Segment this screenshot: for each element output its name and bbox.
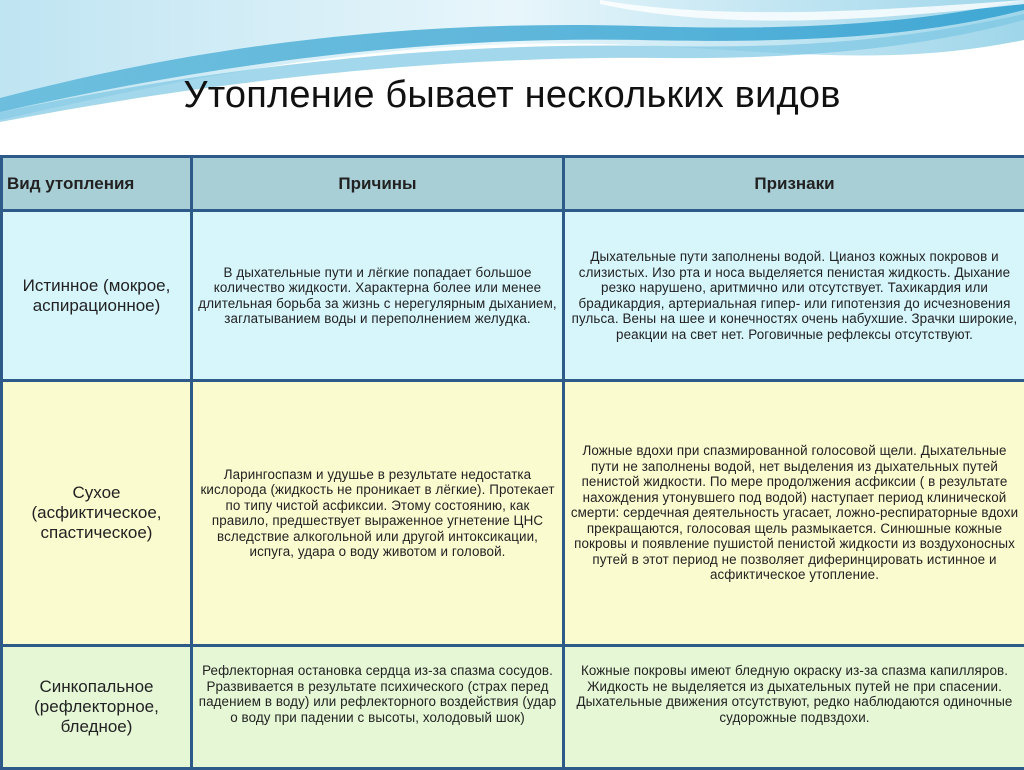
row-causes-text: Рефлекторная остановка сердца из-за спазма сосудов. Рразвивается в результате психического (страх перед падением в воду) или рефлекторного воздействия (удар о воду при падении с высоты, холодовый шок) [197, 663, 558, 725]
row-signs-cell [564, 211, 1024, 381]
row-type-text: Синкопальное (рефлекторное, бледное) [7, 677, 186, 737]
row-signs-text: Кожные покровы имеют бледную окраску из-за спазма капилляров. Жидкость не выделяется из дыхательных путей не при спасении. Дыхательные движения отсутствуют, редко наблюдаются одиночные судорожные подвздохи. [569, 663, 1020, 725]
row-type-cell [2, 646, 192, 769]
row-causes-cell [192, 646, 564, 769]
row-type-text: Сухое (асфиктическое, спастическое) [7, 483, 186, 543]
row-signs-text: Дыхательные пути заполнены водой. Цианоз кожных покровов и слизистых. Изо рта и носа выделяется пенистая жидкость. Дыхание резко нарушено, аритмично или отсутствует. Тахикардия или брадикардия, артериальная гипер- или гипотензия до исчезновения пульса. Вены на шее и конечностях очень набухшие. Зрачки широкие, реакции на свет нет. Роговичные рефлексы отсутствуют. [569, 249, 1020, 342]
row-causes-cell [192, 211, 564, 381]
row-type-cell [2, 211, 192, 381]
row-causes-text: В дыхательные пути и лёгкие попадает большое количество жидкости. Характерна более или менее длительная борьба за жизнь с нерегулярным дыханием, заглатыванием воды и переполнением желудка. [197, 265, 558, 327]
row-type-text: Истинное (мокрое, аспирационное) [7, 276, 186, 316]
row-signs-cell [564, 381, 1024, 646]
row-signs-cell [564, 646, 1024, 769]
header-causes: Причины [192, 157, 564, 211]
table-row [2, 211, 1024, 381]
header-signs: Признаки [564, 157, 1024, 211]
row-signs-text: Ложные вдохи при спазмированной голосовой щели. Дыхательные пути не заполнены водой, нет выделения из дыхательных путей пенистой жидкости. По мере продолжения асфиксии ( в результате нахождения утонувшего под водой) наступает период клинической смерти: сердечная деятельность угасает, ложно-респираторные вдохи прекращаются, голосовая щель размыкается. Синюшные кожные покровы и появление пушистой пенистой жидкости из воздухоносных путей в этот период не позволяет диферинцировать истинное и асфиктическое утопление. [569, 443, 1020, 583]
drowning-types-table [0, 155, 1024, 770]
header-type: Вид утопления [2, 157, 192, 211]
table-row [2, 381, 1024, 646]
row-type-cell [2, 381, 192, 646]
slide-title: Утопление бывает нескольких видов [0, 74, 1024, 117]
row-causes-text: Ларингоспазм и удушье в результате недостатка кислорода (жидкость не проникает в лёгкие). Протекает по типу чистой асфиксии. Этому состоянию, как правило, предшествует выраженное угнетение ЦНС вследствие алкогольной или другой интоксикации, испуга, удара о воду животом и головой. [197, 467, 558, 560]
table-row [2, 646, 1024, 769]
row-causes-cell [192, 381, 564, 646]
table-header-row [2, 157, 1024, 211]
